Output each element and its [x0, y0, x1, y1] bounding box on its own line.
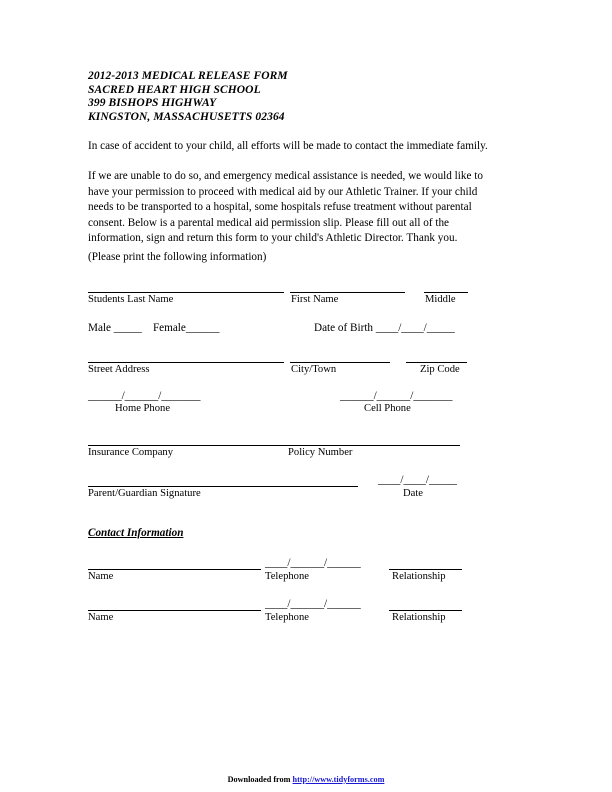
paragraph-intro: In case of accident to your child, all efforts will be made to contact the immediate family.: [88, 140, 488, 152]
field-date-of-birth-blank[interactable]: ____/____/_____: [375, 322, 455, 334]
header-line-city-state-zip: KINGSTON, MASSACHUSETTS 02364: [88, 110, 285, 123]
form-row-signature: [0, 473, 612, 507]
label-contact-name: Name: [88, 612, 114, 623]
rule-city-town: [290, 362, 390, 363]
field-home-phone-blank[interactable]: ______/______/_______: [88, 390, 201, 402]
footer-source-link[interactable]: http://www.tidyforms.com: [292, 775, 385, 784]
field-contact-relationship[interactable]: [389, 556, 462, 570]
label-date-of-birth: Date of Birth: [314, 322, 374, 334]
footer-lead-text: Downloaded from: [227, 775, 293, 784]
rule-insurance-company: [88, 445, 460, 446]
document-header: [88, 70, 288, 124]
form-field-date-of-birth: [314, 321, 455, 335]
contact-row: [0, 597, 612, 631]
rule-contact-name: [88, 610, 261, 611]
label-home-phone: Home Phone: [115, 403, 171, 414]
field-insurance-company[interactable]: [88, 432, 460, 446]
label-contact-relationship: Relationship: [392, 571, 446, 582]
label-male: Male: [88, 322, 111, 334]
field-street-address[interactable]: [88, 349, 284, 363]
field-contact-name[interactable]: [88, 597, 261, 611]
rule-zip-code: [406, 362, 467, 363]
field-contact-relationship[interactable]: [389, 597, 462, 611]
field-city-town[interactable]: [290, 349, 390, 363]
field-contact-name[interactable]: [88, 556, 261, 570]
field-first-name[interactable]: [290, 279, 405, 293]
label-city-town: City/Town: [291, 364, 337, 375]
rule-street-address: [88, 362, 284, 363]
label-parent-guardian-signature: Parent/Guardian Signature: [88, 488, 201, 499]
rule-contact-name: [88, 569, 261, 570]
paragraph-body: If we are unable to do so, and emergency medical assistance is needed, we would like to have your permission to proceed with medical aid by our Athletic Trainer. If your child needs to be transported to a hospital, some hospitals refuse treatment without parental consent. Below is a parental medical aid permission slip. Please fill out all of the information, sign and return this form to your child's Athletic Director. Thank you.: [88, 170, 483, 245]
field-students-last-name[interactable]: [88, 279, 284, 293]
label-female: Female: [152, 322, 186, 334]
form-row-address: [0, 349, 612, 383]
field-cell-phone-blank[interactable]: ______/______/_______: [340, 390, 453, 402]
field-male-blank[interactable]: _____: [113, 322, 142, 334]
label-street-address: Street Address: [88, 364, 150, 375]
rule-middle-name: [424, 292, 468, 293]
field-zip-code[interactable]: [406, 349, 467, 363]
field-female-blank[interactable]: ______: [185, 322, 220, 334]
label-zip-code: Zip Code: [420, 364, 460, 375]
footer-attribution: [0, 775, 612, 785]
rule-last-name: [88, 292, 284, 293]
header-line-title: 2012-2013 MEDICAL RELEASE FORM: [88, 70, 288, 82]
label-contact-relationship: Relationship: [392, 612, 446, 623]
form-row-phones: [0, 389, 612, 423]
label-contact-telephone: Telephone: [265, 612, 309, 623]
label-contact-telephone: Telephone: [265, 571, 309, 582]
contact-row: [0, 556, 612, 590]
label-middle-name: Middle: [425, 294, 456, 305]
rule-contact-relationship: [389, 569, 462, 570]
label-students-last-name: Students Last Name: [88, 294, 174, 305]
field-contact-telephone-blank[interactable]: ____/______/______: [265, 598, 361, 610]
label-insurance-company: Insurance Company: [88, 447, 174, 458]
field-middle-name[interactable]: [424, 279, 468, 293]
label-contact-name: Name: [88, 571, 114, 582]
field-parent-guardian-signature[interactable]: [88, 473, 358, 487]
rule-first-name: [290, 292, 405, 293]
label-signature-date: Date: [403, 488, 423, 499]
form-row-gender-dob: [88, 321, 219, 335]
form-row-name: [0, 279, 612, 313]
section-heading-contact-information: Contact Information: [88, 527, 184, 539]
header-line-street: 399 BISHOPS HIGHWAY: [88, 97, 217, 110]
label-policy-number: Policy Number: [288, 447, 353, 458]
label-first-name: First Name: [291, 294, 339, 305]
field-contact-telephone-blank[interactable]: ____/______/______: [265, 557, 361, 569]
form-row-insurance: [0, 432, 612, 466]
rule-contact-relationship: [389, 610, 462, 611]
rule-parent-guardian-signature: [88, 486, 358, 487]
label-cell-phone: Cell Phone: [364, 403, 411, 414]
field-signature-date-blank[interactable]: ____/____/_____: [378, 474, 457, 486]
paragraph-print-instruction: (Please print the following information): [88, 251, 267, 263]
header-line-school: SACRED HEART HIGH SCHOOL: [88, 83, 261, 96]
